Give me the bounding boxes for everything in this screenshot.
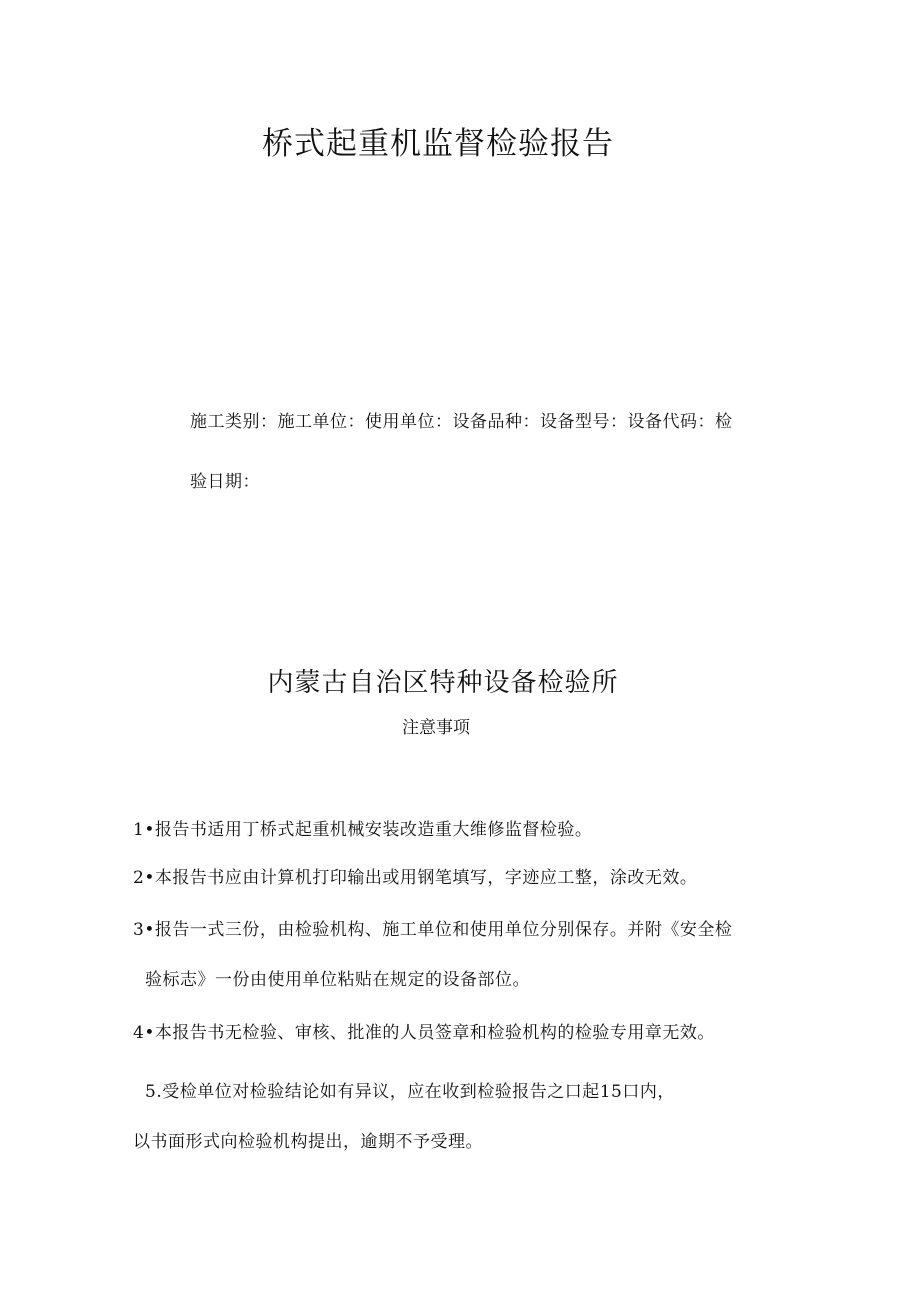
report-fields-line-2: 验日期： <box>190 472 260 492</box>
organization-name: 内蒙古自治区特种设备检验所 <box>267 668 619 698</box>
notice-item-4: 4•本报告书无检验、审核、批准的人员签章和检验机构的检验专用章无效。 <box>133 1023 715 1043</box>
notice-item-1: 1•报告书适用丁桥式起重机械安装改造重大维修监督检验。 <box>133 820 593 840</box>
notice-item-3-line-2: 验标志》一份由使用单位粘贴在规定的设备部位。 <box>145 970 530 990</box>
notice-item-5-line-2: 以书面形式向检验机构提出，逾期不予受理。 <box>133 1132 483 1152</box>
notice-item-5-line-1: 5.受检单位对检验结论如有异议，应在收到检验报告之口起15口内， <box>145 1082 675 1102</box>
notice-item-3-line-1: 3•报告一式三份，由检验机构、施工单位和使用单位分别保存。并附《安全检 <box>133 920 733 940</box>
report-fields-line-1: 施工类别：施工单位：使用单位：设备品种：设备型号：设备代码：检 <box>190 412 733 432</box>
notice-item-2: 2•本报告书应由计算机打印输出或用钢笔填写，字迹应工整，涂改无效。 <box>133 868 698 888</box>
report-title: 桥式起重机监督检验报告 <box>262 126 614 162</box>
notice-heading: 注意事项 <box>402 718 470 738</box>
